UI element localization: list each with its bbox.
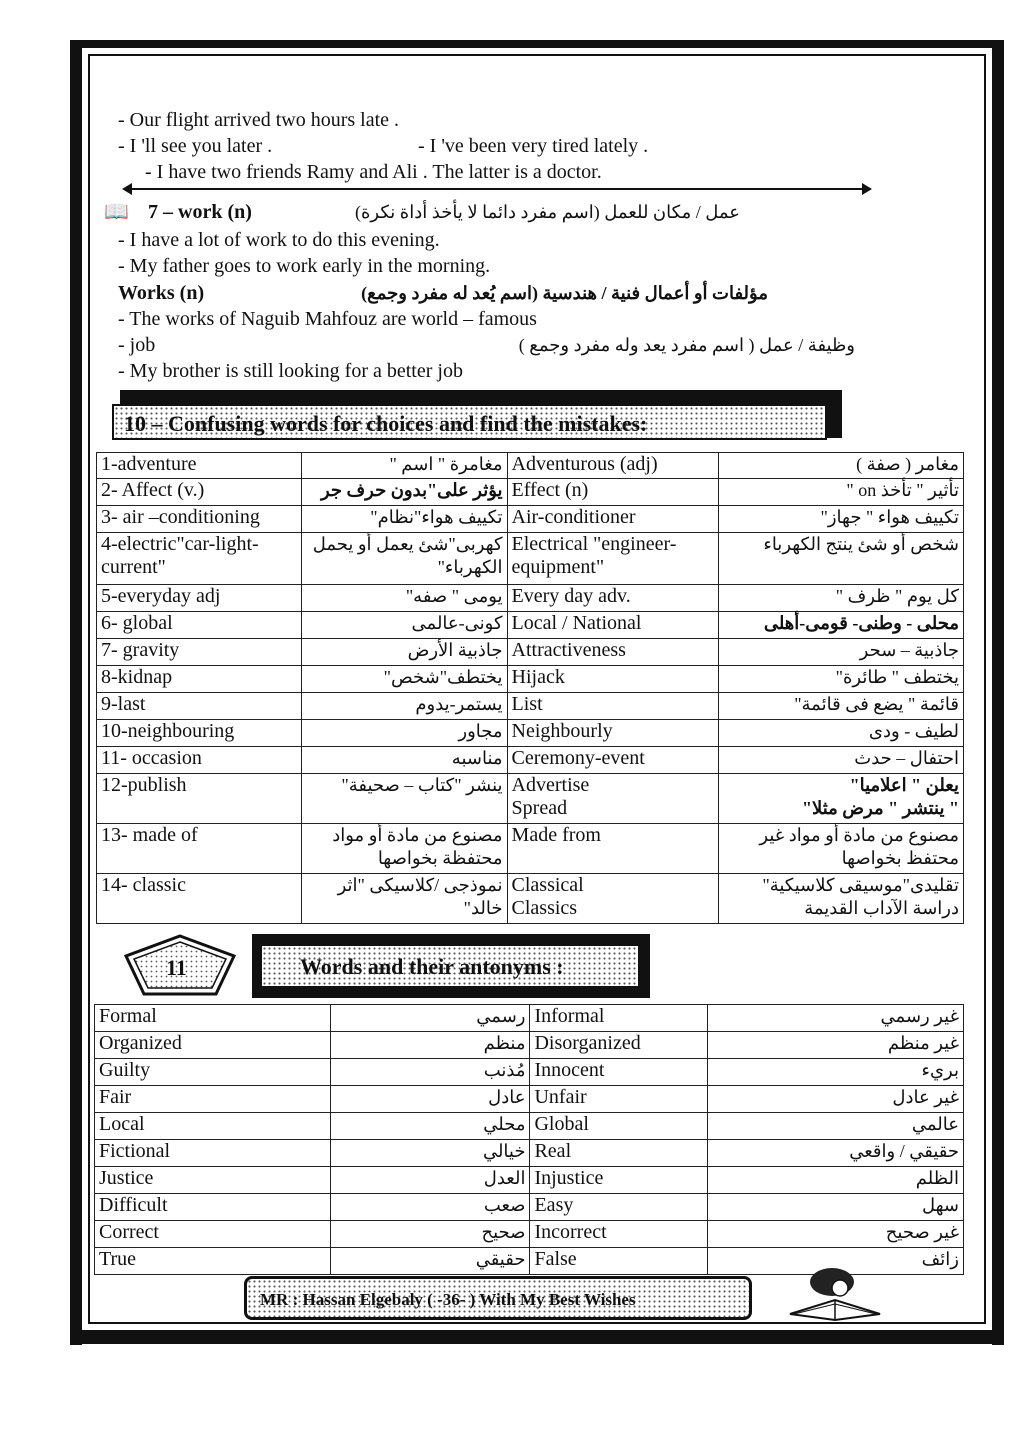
term-cell: Advertise Spread (507, 774, 719, 824)
frame-top (70, 40, 1004, 48)
table-row (97, 585, 964, 612)
term-cell: Unfair (530, 1086, 708, 1113)
term-cell: Adventurous (adj) (507, 453, 719, 479)
table-row (97, 720, 964, 747)
table-row (97, 874, 964, 924)
term-cell: Injustice (530, 1167, 708, 1194)
frame-bottom (70, 1330, 1004, 1344)
meaning-cell: غير صحيح (708, 1221, 964, 1248)
meaning-cell: جاذبية الأرض (301, 639, 507, 666)
example-line: - The works of Naguib Mahfouz are world – famous (118, 308, 537, 330)
table-row (95, 1005, 964, 1032)
term-cell: Justice (95, 1167, 331, 1194)
term-cell: 12-publish (97, 774, 302, 824)
meaning-cell: عالمي (708, 1113, 964, 1140)
table-row (95, 1086, 964, 1113)
meaning-cell: الظلم (708, 1167, 964, 1194)
book-icon: 📖 (104, 201, 129, 223)
meaning-cell: صحيح (330, 1221, 530, 1248)
job-ar: وظيفة / عمل ( اسم مفرد يعد وله مفرد وجمع ) (518, 335, 855, 355)
meaning-cell: العدل (330, 1167, 530, 1194)
term-cell: List (507, 693, 719, 720)
meaning-cell: يومى " صفه" (301, 585, 507, 612)
table-row (95, 1032, 964, 1059)
meaning-cell: يختطف " طائرة" (719, 666, 964, 693)
table-row (95, 1140, 964, 1167)
meaning-cell: تقليدى"موسيقى كلاسيكية" دراسة الآداب القديمة (719, 874, 964, 924)
meaning-cell: سهل (708, 1194, 964, 1221)
works-heading: Works (n) (118, 282, 205, 304)
section11-number: 11 (166, 955, 187, 980)
meaning-cell: جاذبية – سحر (719, 639, 964, 666)
table-row (95, 1113, 964, 1140)
term-cell: Guilty (95, 1059, 331, 1086)
example-line: - I have two friends Ramy and Ali . The latter is a doctor. (145, 161, 602, 183)
term-cell: Neighbourly (507, 720, 719, 747)
term-cell: 7- gravity (97, 639, 302, 666)
term-cell: Ceremony-event (507, 747, 719, 774)
term-cell: Organized (95, 1032, 331, 1059)
work-heading: 7 – work (n) (148, 201, 252, 223)
section10-title: 10 – Confusing words for choices and find the mistakes: (124, 411, 648, 436)
term-cell: Incorrect (530, 1221, 708, 1248)
term-cell: Formal (95, 1005, 331, 1032)
meaning-cell: حقيقي (330, 1248, 530, 1275)
meaning-cell: مناسبه (301, 747, 507, 774)
term-cell: Made from (507, 824, 719, 874)
term-cell: Disorganized (530, 1032, 708, 1059)
term-cell: 11- occasion (97, 747, 302, 774)
table-row (95, 1221, 964, 1248)
meaning-cell: غير رسمي (708, 1005, 964, 1032)
example-line: - I have a lot of work to do this evening. (118, 229, 440, 251)
term-cell: 2- Affect (v.) (97, 479, 302, 506)
confusing-words-table (96, 452, 964, 924)
example-line: - My brother is still looking for a better job (118, 360, 463, 382)
meaning-cell: لطيف - ودى (719, 720, 964, 747)
example-line: - I 've been very tired lately . (418, 135, 649, 157)
section11-title: Words and their antonyms : (300, 954, 564, 979)
meaning-cell: مغامرة " اسم " (301, 453, 507, 479)
term-cell: 3- air –conditioning (97, 506, 302, 533)
antonyms-table (94, 1004, 964, 1275)
meaning-cell: محلى - وطنى- قومى-أهلى (719, 612, 964, 639)
meaning-cell: يعلن " اعلاميا" " ينتشر " مرض مثلا" (719, 774, 964, 824)
term-cell: Classical Classics (507, 874, 719, 924)
table-row (97, 612, 964, 639)
arrow-right-icon (862, 183, 872, 195)
term-cell: Air-conditioner (507, 506, 719, 533)
table-row (97, 774, 964, 824)
table-row (97, 533, 964, 585)
meaning-cell: غير عادل (708, 1086, 964, 1113)
term-cell: True (95, 1248, 331, 1275)
meaning-cell: منظم (330, 1032, 530, 1059)
meaning-cell: شخص أو شئ ينتج الكهرباء (719, 533, 964, 585)
meaning-cell: يؤثر على"بدون حرف جر (301, 479, 507, 506)
meaning-cell: مصنوع من مادة أو مواد محتفظة بخواصها (301, 824, 507, 874)
meaning-cell: مجاور (301, 720, 507, 747)
term-cell: 8-kidnap (97, 666, 302, 693)
arrow-left-icon (122, 183, 132, 195)
term-cell: Fair (95, 1086, 331, 1113)
example-line: - My father goes to work early in the morning. (118, 255, 491, 277)
frame-right (992, 40, 1004, 1345)
meaning-cell: احتفال – حدث (719, 747, 964, 774)
table-row (95, 1194, 964, 1221)
example-line: - job (118, 334, 156, 356)
meaning-cell: يستمر-يدوم (301, 693, 507, 720)
term-cell: Fictional (95, 1140, 331, 1167)
term-cell: Correct (95, 1221, 331, 1248)
example-line: - Our flight arrived two hours late . (118, 109, 400, 131)
table-row (97, 824, 964, 874)
meaning-cell: صعب (330, 1194, 530, 1221)
term-cell: Effect (n) (507, 479, 719, 506)
term-cell: False (530, 1248, 708, 1275)
meaning-cell: كهربى"شئ يعمل أو يحمل الكهرباء" (301, 533, 507, 585)
meaning-cell: زائف (708, 1248, 964, 1275)
term-cell: Hijack (507, 666, 719, 693)
works-heading-ar: مؤلفات أو أعمال فنية / هندسية (اسم يُعد له مفرد وجمع) (361, 283, 768, 303)
meaning-cell: مغامر ( صفة ) (719, 453, 964, 479)
term-cell: Innocent (530, 1059, 708, 1086)
frame-left (70, 40, 82, 1345)
table-row (97, 639, 964, 666)
divider-arrow (130, 188, 865, 190)
term-cell: 1-adventure (97, 453, 302, 479)
example-line: - I 'll see you later . (118, 135, 273, 157)
table-row (97, 506, 964, 533)
term-cell: 10-neighbouring (97, 720, 302, 747)
term-cell: Electrical "engineer-equipment" (507, 533, 719, 585)
term-cell: Every day adv. (507, 585, 719, 612)
meaning-cell: كونى-عالمى (301, 612, 507, 639)
table-row (95, 1167, 964, 1194)
meaning-cell: مُذنب (330, 1059, 530, 1086)
table-row (97, 693, 964, 720)
term-cell: 14- classic (97, 874, 302, 924)
table-row (97, 453, 964, 479)
footer-text: MR : Hassan Elgebaly ( -36- ) With My Best Wishes (260, 1290, 636, 1309)
meaning-cell: نموذجى /كلاسيكى "اثر خالد" (301, 874, 507, 924)
term-cell: 6- global (97, 612, 302, 639)
meaning-cell: رسمي (330, 1005, 530, 1032)
meaning-cell: مصنوع من مادة أو مواد غير محتفظ بخواصها (719, 824, 964, 874)
meaning-cell: تكييف هواء"نظام" (301, 506, 507, 533)
meaning-cell: ينشر "كتاب – صحيفة" (301, 774, 507, 824)
meaning-cell: غير منظم (708, 1032, 964, 1059)
table-row (97, 747, 964, 774)
term-cell: 4-electric"car-light-current" (97, 533, 302, 585)
meaning-cell: حقيقي / واقعي (708, 1140, 964, 1167)
term-cell: Informal (530, 1005, 708, 1032)
table-row (95, 1059, 964, 1086)
term-cell: 5-everyday adj (97, 585, 302, 612)
meaning-cell: تكييف هواء " جهاز" (719, 506, 964, 533)
table-row (97, 479, 964, 506)
term-cell: Local (95, 1113, 331, 1140)
term-cell: Real (530, 1140, 708, 1167)
meaning-cell: بريء (708, 1059, 964, 1086)
meaning-cell: قائمة " يضع فى قائمة" (719, 693, 964, 720)
reader-clipart-icon (780, 1262, 890, 1322)
table-row (97, 666, 964, 693)
meaning-cell: عادل (330, 1086, 530, 1113)
meaning-cell: يختطف"شخص" (301, 666, 507, 693)
work-heading-ar: عمل / مكان للعمل (اسم مفرد دائما لا يأخذ أداة نكرة) (355, 202, 740, 222)
term-cell: 9-last (97, 693, 302, 720)
meaning-cell: تأثير " تأخذ on " (719, 479, 964, 506)
term-cell: Attractiveness (507, 639, 719, 666)
term-cell: 13- made of (97, 824, 302, 874)
term-cell: Difficult (95, 1194, 331, 1221)
term-cell: Global (530, 1113, 708, 1140)
meaning-cell: كل يوم " ظرف " (719, 585, 964, 612)
term-cell: Easy (530, 1194, 708, 1221)
meaning-cell: محلي (330, 1113, 530, 1140)
term-cell: Local / National (507, 612, 719, 639)
meaning-cell: خيالي (330, 1140, 530, 1167)
